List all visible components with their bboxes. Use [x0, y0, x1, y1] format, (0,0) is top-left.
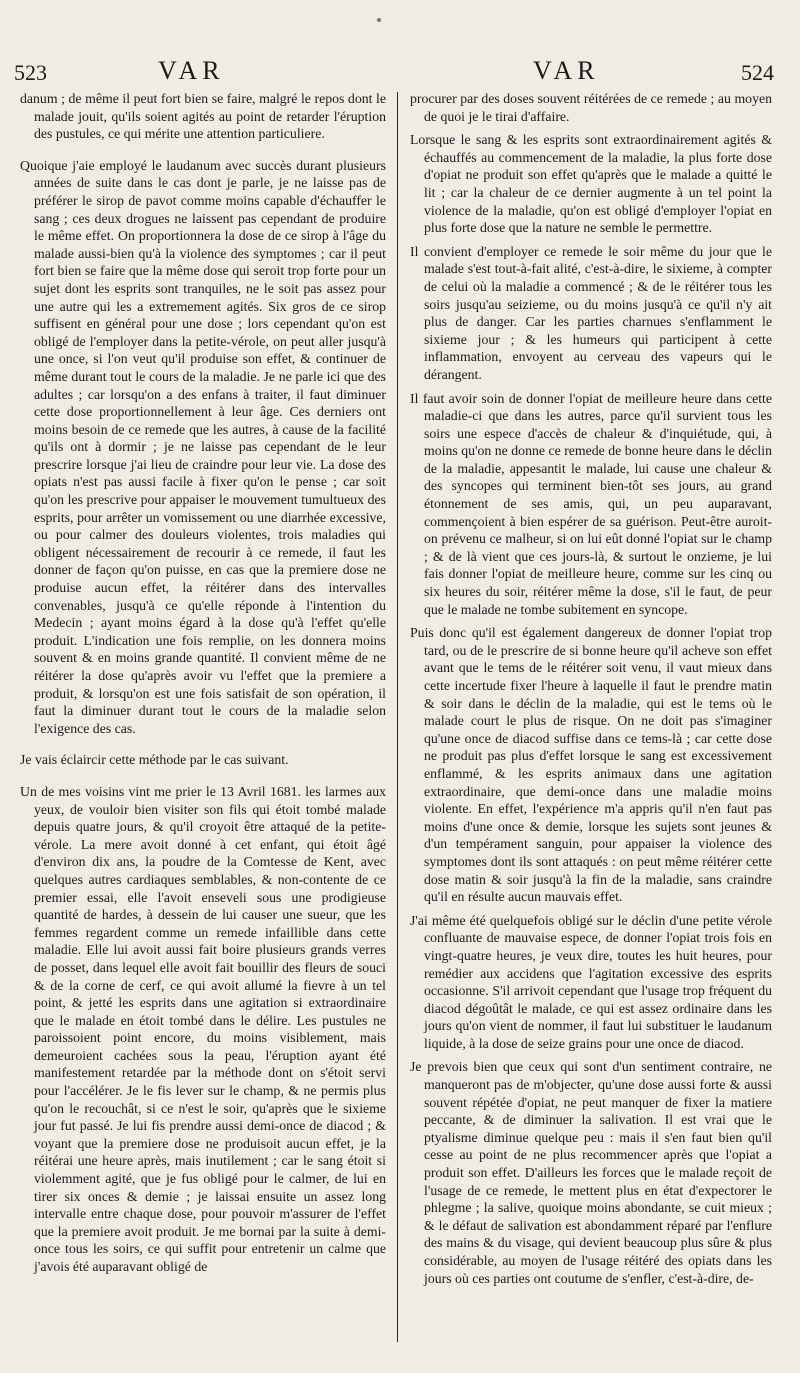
paragraph: Un de mes voisins vint me prier le 13 Avril 1681. les larmes aux yeux, de vouloir bien visiter son fils qui étoit tombé malade depuis quatre jours, & qu'il croyoit être attaqué de la petite-vérole. La mere avoit donné à cet enfant, qui étoit âgé d'environ dix ans, la poudre de la Comtesse de Kent, avec quelques autres cardiaques semblables, & non-contente de ce premier essai, elle l'avoit enseveli sous une prodigieuse quantité de hardes, à dessein de lui causer une sueur, que les femmes regardent comme un remede infaillible dans cette maladie. Elle lui avoit aussi fait boire plusieurs grands verres de posset, dans lequel elle avoit fait bouillir des fleurs de souci & de la corne de cerf, ce qui avoit allumé la fievre à un tel point, & jetté les esprits dans une agitation si extraordinaire que le malade en étoit tombé dans le délire. Les pustules ne paroissoient point encore, du moins visiblement, mais demeuroient cachées sous la peau, l'éruption ayant été manifestement retardée par la méthode dont on s'étoit servi pour l'accélérer. Je le fis lever sur le champ, & ne permis plus qu'on le recouchât, si ce n'est le soir, qu'après que le sixieme jour fut passé. Je lui fis prendre aussi demi-once de diacod ; & voyant que la premiere dose ne produisoit aucun effet, je la réitérai une heure après, mais inutilement ; car le sang étoit si violemment agité, que je fus obligé pour le calmer, de lui en tirer six onces & demie ; je laissai ensuite un assez long intervalle entre chaque dose, pour pouvoir m'assurer de l'effet que la premiere avoit produit. Je me bornai par la suite à demi-once tous les soirs, ce qui suffit pour entretenir un calme que j'avois été auparavant obligé de: [20, 783, 386, 1274]
paragraph: Puis donc qu'il est également dangereux de donner l'opiat trop tard, ou de le prescrire de si bonne heure qu'il acheve son effet avant que le tems de le réitérer soit venu, il vaut mieux dans cette incertude fixer l'heure à laquelle il faut le prendre matin & soir dans le déclin de la maladie, qui est le tems où le malade court le plus de risque. On ne doit pas s'imaginer qu'une once de diacod suffise dans ce tems-là ; car cette dose ne produit pas plus d'effet lorsque le sang est excessivement enflammé, & les esprits animaux dans une agitation extraordinaire, que demi-once dans une maladie moins violente. En effet, l'expérience m'a appris qu'il n'en faut pas moins d'une once & demie, lorsque les sujets sont jeunes & d'un tempérament sanguin, pour appaiser la violence des symptomes dont ils sont attaqués : on peut même réitérer cette dose matin & soir jusqu'à la fin de la maladie, sans craindre qu'il en résulte aucun mauvais effet.: [410, 625, 772, 905]
left-column: [20, 90, 386, 1282]
paragraph: Lorsque le sang & les esprits sont extraordinairement agités & échauffés au commencement de la maladie, la plus forte dose d'opiat ne produit son effet qu'après que le malade a quitté le lit ; car la chaleur de ce dernier augmente à un tel point la violence de la maladie, qu'on est obligé d'employer l'opiat en plus forte dose que la nature ne semble le permettre.: [410, 132, 772, 236]
paragraph: Je vais éclaircir cette méthode par le cas suivant.: [20, 752, 289, 768]
right-running-head: VAR: [533, 56, 600, 85]
paragraph: Je prevois bien que ceux qui sont d'un sentiment contraire, ne manqueront pas de m'objecter, qu'une dose aussi forte & aussi souvent répétée d'opiat, ne peut manquer de fixer la matiere peccante, & de diminuer la salivation. Il est vrai que le ptyalisme diminue quelque peu : mais il s'en faut bien qu'il cesse au point de ne plus recommencer après que l'opiat a produit son effet. D'ailleurs les forces que le malade reçoit de l'usage de ce remede, le mettent plus en état d'expectorer le phlegme ; la salive, quoique moins abondante, se cuit mieux ; & le défaut de salivation est abondamment réparé par l'enflure des mains & du visage, qui devient beaucoup plus sûre & plus considérable, au moyen de l'usage réitéré des opiats dans les jours où ces parties ont coutume de s'enfler, c'est-à-dire, de-: [410, 1059, 772, 1286]
paragraph: Il faut avoir soin de donner l'opiat de meilleure heure dans cette maladie-ci que dans les autres, parce qu'il survient tous les soirs une espece d'accès de chaleur & d'inquiétude, qui, à moins qu'on ne donne ce remede de bonne heure dans le déclin de la maladie, appesantit le malade, lui cause une chaleur & des syncopes qui terminent bien-tôt ses jours, au grand étonnement de ses amis, qui, un peu auparavant, commençoient à bien espérer de sa guérison. Peut-être auroit-on prévenu ce malheur, si on lui eût donné l'opiat sur le champ ; & de là vient que ces jours-là, & surtout le onzieme, je lui fais donner l'opiat de meilleure heure, comme sur les cinq ou six heures du soir, réitérer même la dose, s'il le faut, de peur que le malade ne tombe subitement en syncope.: [410, 390, 772, 617]
right-page-number: 524: [741, 60, 774, 85]
left-running-head: VAR: [158, 56, 225, 85]
paragraph: J'ai même été quelquefois obligé sur le déclin d'une petite vérole confluante de mauvaise espece, de donner l'opiat trois fois en vingt-quatre heures, je veux dire, toutes les huit heures, pour remédier aux accidens que l'agitation excessive des esprits occasionne. S'il arrivoit cependant que l'usage trop fréquent du diacod dégoûtât le malade, ce qui est assez ordinaire dans les jours qu'on vient de nommer, il faut lui substituer le laudanum liquide, à la dose de seize grains pour une once de diacod.: [410, 912, 772, 1051]
left-page-number: 523: [14, 60, 47, 85]
paragraph: procurer par des doses souvent réitérées de ce remede ; au moyen de quoi je le tirai d'affaire.: [410, 91, 772, 124]
paragraph: Il convient d'employer ce remede le soir même du jour que le malade s'est tout-à-fait alité, c'est-à-dire, le sixieme, à compter de celui où la maladie a commencé ; & de le réitérer tous les soirs jusqu'au seizieme, ou du moins jusqu'à ce qu'il n'y ait plus de danger. Car les parties charnues s'enflamment le sixieme jour ; & les humeurs qui participent à cette inflammation, envoyent au cerveau des vapeurs qui le dérangent.: [410, 243, 772, 382]
paragraph: danum ; de même il peut fort bien se faire, malgré le repos dont le malade jouit, qu'ils soient agités au point de retarder l'éruption des pustules, ce qui mérite une attention particuliere.: [20, 91, 386, 142]
ink-speck: [377, 18, 381, 22]
column-divider: [397, 92, 398, 1342]
paragraph: Quoique j'aie employé le laudanum avec succès durant plusieurs années de suite dans le cas dont je parle, je ne laisse pas de préférer le sirop de pavot comme moins capable d'échauffer le sang ; ces deux drogues ne laissent pas cependant de produire le même effet. On proportionnera la dose de ce sirop à l'âge du malade aussi-bien qu'à la violence des symptomes ; car il peut fort bien se faire que la même dose qui seroit trop forte pour un sujet dont les esprits sont tranquiles, ne le soit pas assez pour une autre qui les a extremement agités. Six gros de ce sirop suffisent en général pour une dose ; lors cependant qu'on est obligé de l'employer dans la petite-vérole, on peut aller jusqu'à une once, si l'on veut qu'il produise son effet, & continuer de même durant tout le cours de la maladie. Je ne parle ici que des adultes ; car lorsqu'on a des enfans à traiter, il faut diminuer cette dose proportionnellement à leur âge. Ces derniers ont moins besoin de ce remede que les autres, à cause de la facilité qu'ils ont à dormir ; je ne laisse pas cependant de le leur prescrire lorsque j'ai lieu de craindre pour leur vie. La dose des opiats n'est pas aussi facile à fixer qu'on le pense ; car soit qu'on les prescrive pour appaiser le mouvement tumultueux des esprits, pour arrêter un vomissement ou une diarrhée excessive, ou pour calmer des douleurs violentes, trois maladies qui obligent nécessairement de recourir à ce remede, il faut les donner de façon qu'on puisse, en cas que la premiere dose ne produise aucun effet, la réitérer dans des intervalles convenables, jusqu'à ce qu'elle réponde à l'intention du Medecin ; ayant moins égard à la dose qu'à l'effet qu'elle produit. L'indication une fois remplie, on les donnera moins souvent & en moins grande quantité. Il convient même de ne réitérer la dose qu'après avoir vu l'effet que la premiere a produit, & lorsqu'on est une fois satisfait de son opération, il faut la diminuer durant tout le cours de la maladie selon l'exigence des cas.: [20, 157, 386, 736]
right-column: [410, 90, 772, 1293]
